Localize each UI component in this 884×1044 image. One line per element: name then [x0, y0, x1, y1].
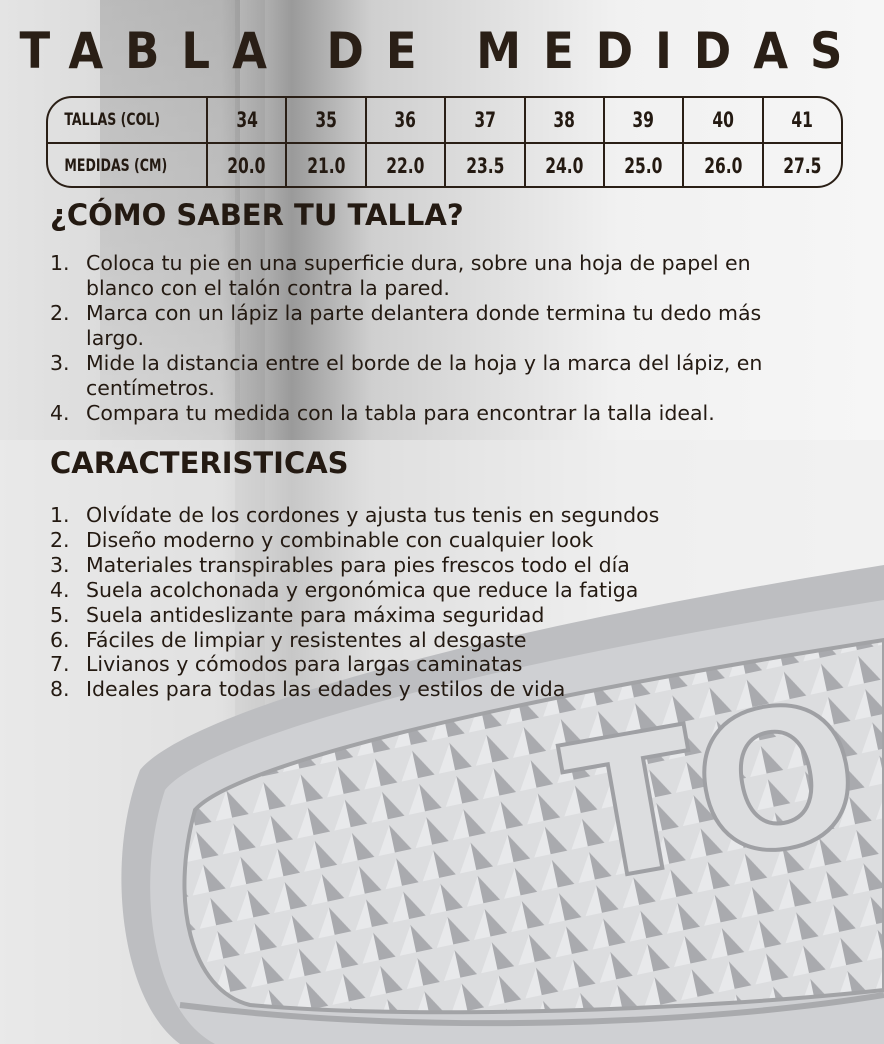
tallas-row: [48, 98, 841, 142]
list-item: 8. Ideales para todas las edades y estilos de vida: [50, 677, 566, 702]
list-item: 4. Compara tu medida con la tabla para encontrar la talla ideal.: [50, 401, 715, 425]
medidas-header: MEDIDAS (CM): [64, 156, 168, 176]
medida-cell: 26.0: [682, 144, 761, 188]
size-table: [46, 96, 843, 188]
list-item: 4. Suela acolchonada y ergonómica que reduce la fatiga: [50, 577, 639, 602]
tallas-header: TALLAS (COL): [64, 110, 160, 130]
how-to-heading: ¿CÓMO SABER TU TALLA?: [50, 198, 464, 232]
how-to-list: [50, 251, 810, 426]
list-item: 1. Olvídate de los cordones y ajusta tus tenis en segundos: [50, 503, 660, 527]
list-item: 7. Livianos y cómodos para largas caminatas: [50, 652, 523, 677]
talla-cell: 35: [285, 98, 364, 142]
talla-cell: 39: [603, 98, 682, 142]
talla-cell: 37: [444, 98, 523, 142]
talla-cell: 38: [524, 98, 603, 142]
medida-cell: 22.0: [365, 144, 444, 188]
talla-cell: 36: [365, 98, 444, 142]
medida-cell: 21.0: [285, 144, 364, 188]
talla-cell: 34: [206, 98, 285, 142]
svg-text:TO: TO: [550, 658, 876, 927]
list-item: 5. Suela antideslizante para máxima seguridad: [50, 602, 545, 627]
list-item: 6. Fáciles de limpiar y resistentes al desgaste: [50, 627, 527, 652]
medida-cell: 23.5: [444, 144, 523, 188]
list-item: 1. Coloca tu pie en una superficie dura, sobre una hoja de papel en blanco con el talón contra la pared.: [50, 251, 751, 300]
medida-cell: 20.0: [206, 144, 285, 188]
list-item: 3. Materiales transpirables para pies frescos todo el día: [50, 552, 630, 577]
list-item: 2. Diseño moderno y combinable con cualquier look: [50, 527, 594, 552]
list-item: 2. Marca con un lápiz la parte delantera donde termina tu dedo más largo.: [50, 301, 762, 350]
medida-cell: 27.5: [762, 144, 841, 188]
medida-cell: 25.0: [603, 144, 682, 188]
features-heading: CARACTERISTICAS: [50, 446, 349, 480]
list-item: 3. Mide la distancia entre el borde de la hoja y la marca del lápiz, en centímetros.: [50, 351, 763, 400]
features-list: [50, 503, 750, 702]
medida-cell: 24.0: [524, 144, 603, 188]
medidas-row: [48, 142, 841, 188]
talla-cell: 41: [762, 98, 841, 142]
page-title: TABLA DE MEDIDAS: [19, 22, 865, 80]
talla-cell: 40: [682, 98, 761, 142]
